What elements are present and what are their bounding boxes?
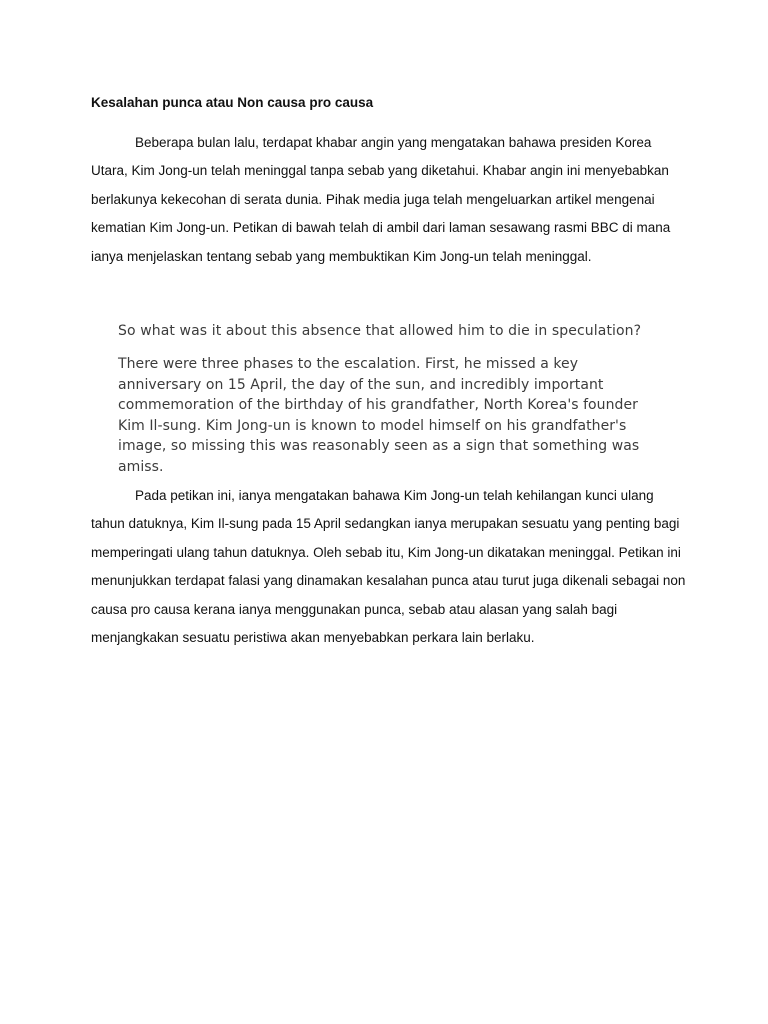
intro-paragraph: Beberapa bulan lalu, terdapat khabar angin yang mengatakan bahawa presiden Korea Utara, Kim Jong-un telah meninggal tanpa sebab yang diketahui. Khabar angin ini menyebabkan berlakunya kekecohan di serata dunia. Pihak media juga telah mengeluarkan artikel mengenai kematian Kim Jong-un. Petikan di bawah telah di ambil dari laman sesawang rasmi BBC di mana ianya menjelaskan tentang sebab yang membuktikan Kim Jong-un telah meninggal. <box>91 135 671 264</box>
quote-answer: There were three phases to the escalation. First, he missed a key anniversary on 15 April, the day of the sun, and incredibly important commemoration of the birthday of his grandfather, North Korea's founder Kim Il-sung. Kim Jong-un is known to model himself on his grandfather's image, so missing this was reasonably seen as a sign that something was amiss. <box>118 356 640 475</box>
analysis-paragraph: Pada petikan ini, ianya mengatakan bahawa Kim Jong-un telah kehilangan kunci ulang tahun datuknya, Kim Il-sung pada 15 April sedangkan ianya merupakan sesuatu yang penting bagi memperingati ulang tahun datuknya. Oleh sebab itu, Kim Jong-un dikatakan meninggal. Petikan ini menunjukkan terdapat falasi yang dinamakan kesalahan punca atau turut juga dikenali sebagai non causa pro causa kerana ianya menggunakan punca, sebab atau alasan yang salah bagi menjangkakan sesuatu peristiwa akan menyebabkan perkara lain berlaku. <box>91 488 686 646</box>
bbc-quote-excerpt <box>118 320 658 477</box>
document-heading: Kesalahan punca atau Non causa pro causa <box>91 95 374 110</box>
quote-question: So what was it about this absence that allowed him to die in speculation? <box>118 323 642 339</box>
